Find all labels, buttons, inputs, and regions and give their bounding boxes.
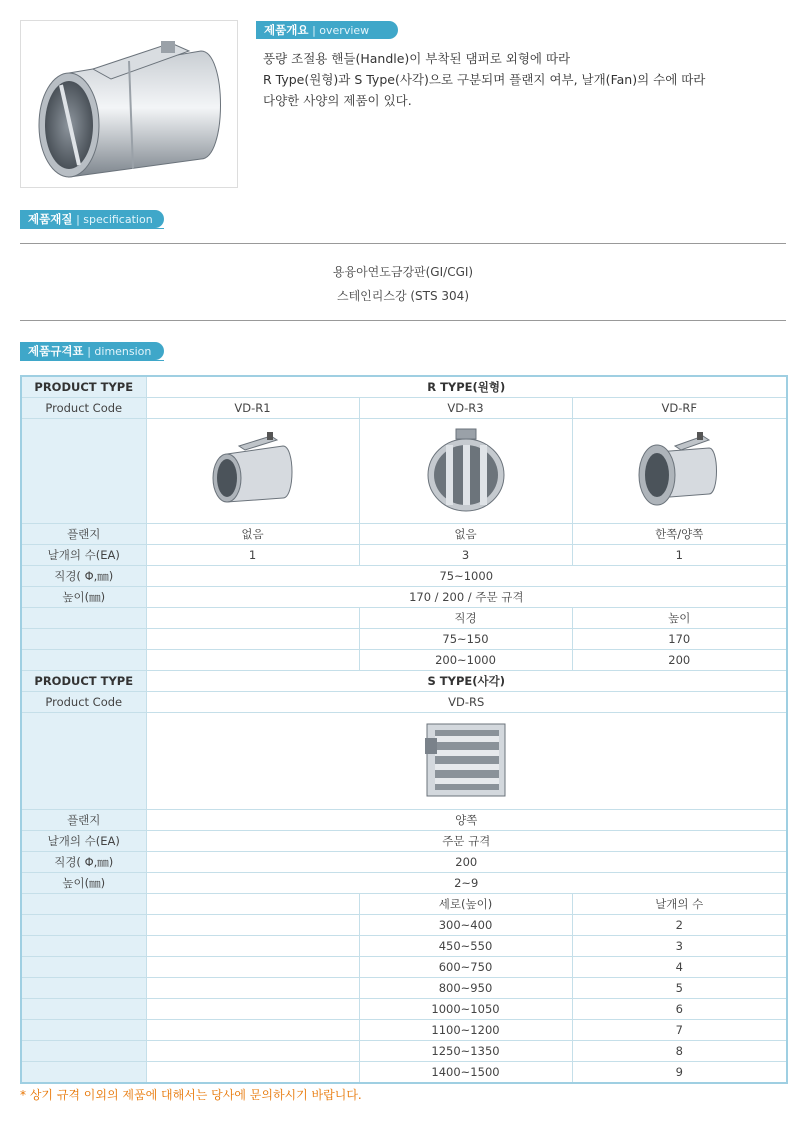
table-row <box>21 671 787 692</box>
empty-label-cell <box>21 915 146 936</box>
empty-cell <box>146 629 359 650</box>
empty-cell <box>146 999 359 1020</box>
empty-label-cell <box>21 1041 146 1062</box>
overview-line: 다양한 사양의 제품이 있다. <box>263 93 412 108</box>
r-blades-cell: 1 <box>146 545 359 566</box>
r-blades-cell: 1 <box>572 545 787 566</box>
empty-label-cell <box>21 629 146 650</box>
r-blades-label: 날개의 수(EA) <box>21 545 146 566</box>
table-row <box>21 376 787 398</box>
s-blades-value: 주문 규격 <box>146 831 787 852</box>
table-row <box>21 1041 787 1062</box>
s-type-value: S TYPE(사각) <box>146 671 787 692</box>
empty-cell <box>146 1020 359 1041</box>
material-line: 스테인리스강 (STS 304) <box>336 289 469 303</box>
empty-cell <box>146 936 359 957</box>
table-row <box>21 915 787 936</box>
table-row <box>21 587 787 608</box>
table-row <box>21 894 787 915</box>
table-row <box>21 852 787 873</box>
r-sub-cell: 200 <box>572 650 787 671</box>
table-row <box>21 608 787 629</box>
r-image-cell <box>572 419 787 524</box>
s-sub-cell: 8 <box>572 1041 787 1062</box>
specification-bottom-rule <box>20 320 786 321</box>
empty-cell <box>146 608 359 629</box>
r-flange-label: 플랜지 <box>21 524 146 545</box>
specification-pill <box>20 210 164 228</box>
specification-top-rule <box>20 243 786 244</box>
empty-cell <box>146 650 359 671</box>
r-flange-cell: 없음 <box>146 524 359 545</box>
s-diameter-value: 200 <box>146 852 787 873</box>
r-image-label-cell <box>21 419 146 524</box>
table-row <box>21 873 787 894</box>
s-sub-cell: 1000~1050 <box>359 999 572 1020</box>
damper-r3-icon <box>418 425 514 515</box>
s-height-value: 2~9 <box>146 873 787 894</box>
r-height-value: 170 / 200 / 주문 규격 <box>146 587 787 608</box>
table-row <box>21 936 787 957</box>
s-sub-cell: 600~750 <box>359 957 572 978</box>
dimension-pill <box>20 342 164 360</box>
empty-label-cell <box>21 1062 146 1084</box>
material-line: 용융아연도금강판(GI/CGI) <box>332 265 474 279</box>
r-flange-cell: 없음 <box>359 524 572 545</box>
table-row <box>21 1062 787 1084</box>
r-image-cell <box>146 419 359 524</box>
table-row <box>21 692 787 713</box>
s-sub-cell: 1100~1200 <box>359 1020 572 1041</box>
empty-cell <box>146 915 359 936</box>
s-sub-cell: 450~550 <box>359 936 572 957</box>
r-sub-cell: 170 <box>572 629 787 650</box>
s-sub-cell: 800~950 <box>359 978 572 999</box>
empty-label-cell <box>21 650 146 671</box>
table-row <box>21 398 787 419</box>
empty-label-cell <box>21 1020 146 1041</box>
s-sub-cell: 300~400 <box>359 915 572 936</box>
r-sub-cell: 75~150 <box>359 629 572 650</box>
s-sub-cell: 3 <box>572 936 787 957</box>
r-code-cell: VD-R3 <box>359 398 572 419</box>
empty-label-cell <box>21 894 146 915</box>
s-sub-cell: 6 <box>572 999 787 1020</box>
r-diameter-value: 75~1000 <box>146 566 787 587</box>
table-row <box>21 1020 787 1041</box>
s-blades-label: 날개의 수(EA) <box>21 831 146 852</box>
s-height-label: 높이(㎜) <box>21 873 146 894</box>
r-diameter-label: 직경( Φ,㎜) <box>21 566 146 587</box>
overview-photo-frame <box>20 20 238 188</box>
table-row <box>21 831 787 852</box>
s-sub-cell: 5 <box>572 978 787 999</box>
table-row <box>21 957 787 978</box>
specification-pill-underline <box>20 228 164 229</box>
damper-rs-icon <box>421 718 511 802</box>
s-sub-header: 세로(높이) <box>359 894 572 915</box>
empty-cell <box>146 1041 359 1062</box>
s-sub-cell: 7 <box>572 1020 787 1041</box>
empty-label-cell <box>21 978 146 999</box>
dimension-pill-ko: 제품규격표 <box>28 344 84 358</box>
table-row <box>21 810 787 831</box>
empty-label-cell <box>21 608 146 629</box>
r-sub-header: 직경 <box>359 608 572 629</box>
r-code-cell: VD-R1 <box>146 398 359 419</box>
table-row <box>21 419 787 524</box>
s-sub-cell: 1250~1350 <box>359 1041 572 1062</box>
r-height-label: 높이(㎜) <box>21 587 146 608</box>
overview-pill <box>256 21 398 39</box>
r-flange-cell: 한쪽/양쪽 <box>572 524 787 545</box>
specification-pill-en: | specification <box>76 213 153 226</box>
overview-line: R Type(원형)과 S Type(사각)으로 구분되며 플랜지 여부, 날개(Fan)의 수에 따라 <box>263 72 706 87</box>
table-row <box>21 713 787 810</box>
s-diameter-label: 직경( Φ,㎜) <box>21 852 146 873</box>
table-row <box>21 999 787 1020</box>
r-blades-cell: 3 <box>359 545 572 566</box>
empty-cell <box>146 1062 359 1084</box>
s-type-label: PRODUCT TYPE <box>21 671 146 692</box>
dimension-table <box>20 375 788 1084</box>
s-flange-value: 양쪽 <box>146 810 787 831</box>
s-flange-label: 플랜지 <box>21 810 146 831</box>
empty-cell <box>146 894 359 915</box>
r-code-cell: VD-RF <box>572 398 787 419</box>
s-code-value: VD-RS <box>146 692 787 713</box>
r-code-label: Product Code <box>21 398 146 419</box>
table-row <box>21 524 787 545</box>
table-row <box>21 629 787 650</box>
r-image-cell <box>359 419 572 524</box>
s-sub-header: 날개의 수 <box>572 894 787 915</box>
s-code-label: Product Code <box>21 692 146 713</box>
overview-line: 풍량 조절용 핸들(Handle)이 부착된 댐퍼로 외형에 따라 <box>263 51 571 66</box>
s-image-cell <box>146 713 787 810</box>
table-row <box>21 545 787 566</box>
damper-rf-icon <box>631 428 727 512</box>
empty-cell <box>146 957 359 978</box>
round-damper-icon <box>21 21 237 187</box>
empty-cell <box>146 978 359 999</box>
r-type-value: R TYPE(원형) <box>146 376 787 398</box>
s-image-label-cell <box>21 713 146 810</box>
s-sub-cell: 4 <box>572 957 787 978</box>
table-row <box>21 566 787 587</box>
overview-text <box>263 48 793 111</box>
empty-label-cell <box>21 999 146 1020</box>
r-sub-header: 높이 <box>572 608 787 629</box>
table-row <box>21 978 787 999</box>
empty-label-cell <box>21 957 146 978</box>
specification-pill-ko: 제품재질 <box>28 212 73 226</box>
empty-label-cell <box>21 936 146 957</box>
damper-r1-icon <box>205 428 301 512</box>
dimension-pill-underline <box>20 360 164 361</box>
s-sub-cell: 1400~1500 <box>359 1062 572 1084</box>
r-sub-cell: 200~1000 <box>359 650 572 671</box>
overview-pill-ko: 제품개요 <box>264 23 309 37</box>
overview-pill-en: | overview <box>312 24 370 37</box>
dimension-pill-en: | dimension <box>87 345 152 358</box>
s-sub-cell: 9 <box>572 1062 787 1084</box>
footnote: * 상기 규격 이외의 제품에 대해서는 당사에 문의하시기 바랍니다. <box>20 1088 362 1102</box>
s-sub-cell: 2 <box>572 915 787 936</box>
table-row <box>21 650 787 671</box>
r-type-label: PRODUCT TYPE <box>21 376 146 398</box>
